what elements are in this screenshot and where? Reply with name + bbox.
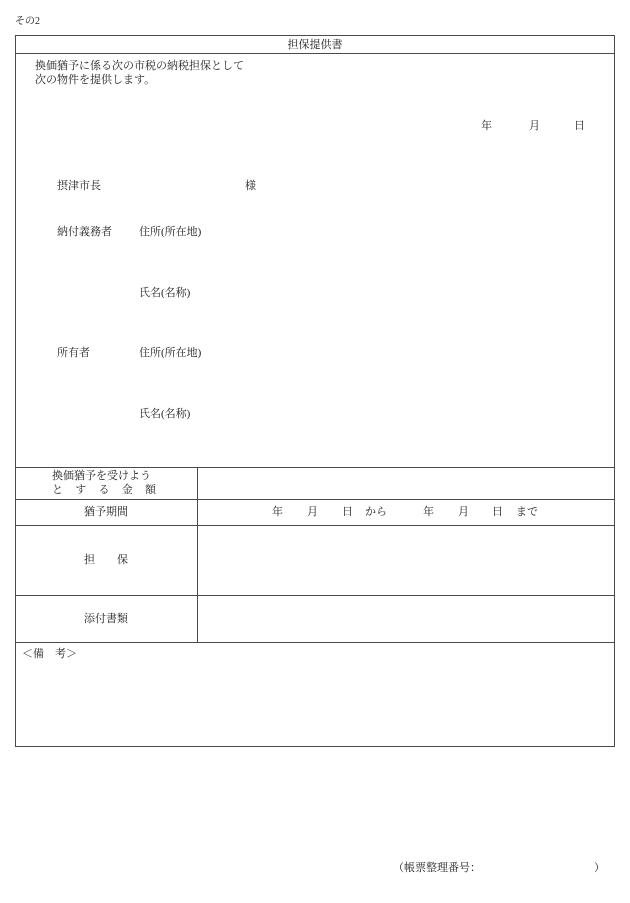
period-to-year: 年 [423, 506, 434, 518]
period-from-day: 日 [342, 506, 353, 518]
table-column-divider [197, 467, 198, 642]
date-day-label: 日 [574, 120, 585, 132]
title-divider [15, 53, 615, 54]
period-to-suffix: まで [516, 506, 538, 518]
taxpayer-name-label: 氏名(名称) [139, 287, 191, 299]
attachments-label: 添付書類 [84, 613, 128, 625]
period-to-month: 月 [458, 506, 469, 518]
document-control-close: ） [594, 862, 605, 874]
table-top-divider [15, 467, 615, 468]
addressee-honorific: 様 [245, 180, 256, 192]
document-control-label: （帳票整理番号： [393, 862, 481, 874]
date-month-label: 月 [529, 120, 540, 132]
taxpayer-label: 納付義務者 [57, 226, 112, 238]
attachments-row-divider [15, 642, 615, 643]
collateral-label: 担 保 [84, 554, 128, 566]
amount-label-line-1: 換価猶予を受けよう [52, 470, 151, 482]
period-from-month: 月 [307, 506, 318, 518]
form-title: 担保提供書 [287, 39, 343, 51]
owner-address-label: 住所(所在地) [139, 347, 202, 359]
addressee-name: 摂津市長 [57, 180, 101, 192]
period-to-day: 日 [492, 506, 503, 518]
period-label: 猶予期間 [84, 506, 128, 518]
taxpayer-address-label: 住所(所在地) [139, 226, 202, 238]
remarks-label: ＜備 考＞ [22, 648, 77, 660]
amount-label-line-2: と す る 金 額 [52, 484, 156, 496]
statement-line-2: 次の物件を提供します。 [35, 74, 156, 86]
owner-name-label: 氏名(名称) [139, 408, 191, 420]
period-row-divider [15, 525, 615, 526]
form-number: その2 [15, 16, 40, 27]
period-from-year: 年 [272, 506, 283, 518]
period-from-suffix: から [365, 506, 387, 518]
form-frame [15, 35, 615, 747]
amount-row-divider [15, 499, 615, 500]
collateral-row-divider [15, 595, 615, 596]
statement-line-1: 換価猶予に係る次の市税の納税担保として [35, 60, 244, 72]
date-year-label: 年 [481, 120, 492, 132]
owner-label: 所有者 [57, 347, 90, 359]
